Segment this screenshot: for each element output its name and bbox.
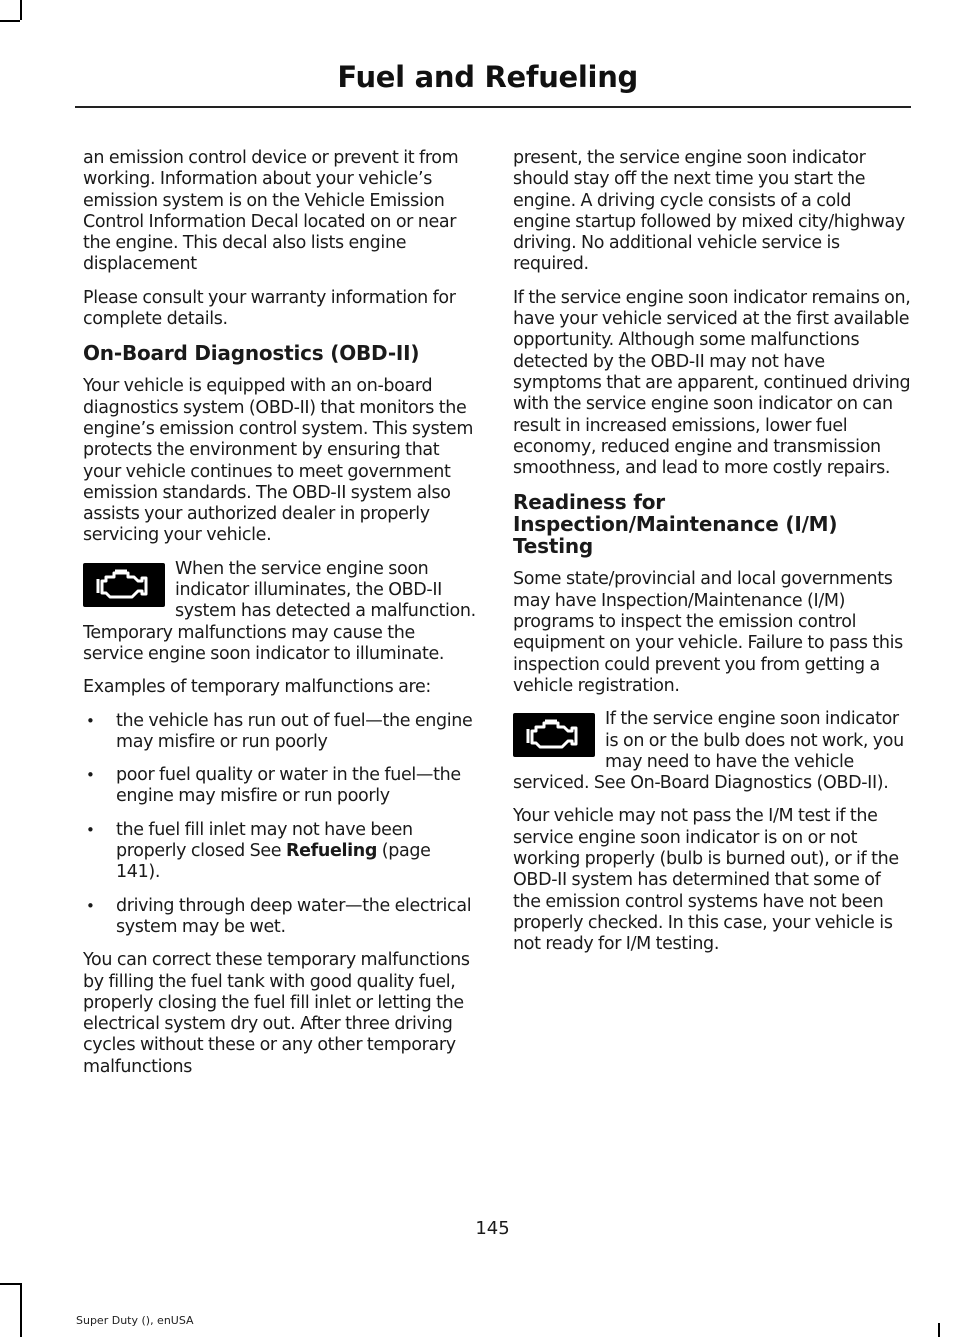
section-heading-obd: On-Board Diagnostics (OBD-II) <box>83 341 420 366</box>
paragraph: Please consult your warranty information for complete details. <box>83 287 456 330</box>
refueling-link[interactable]: Refueling <box>285 841 378 862</box>
page-reference: (page 141). <box>116 841 431 883</box>
check-engine-icon <box>513 713 595 757</box>
paragraph-text: If the service engine soon indicator is on or the bulb does not work, you may need to have the vehicle serviced. See On-Board Diagnostics (OBD-II). <box>513 709 904 794</box>
paragraph: Examples of temporary malfunctions are: <box>83 677 431 698</box>
list-item-text: the fuel fill inlet may not have been properly closed See <box>116 819 413 862</box>
page-number: 145 <box>475 1218 510 1239</box>
paragraph: an emission control device or prevent it from working. Information about your vehicle’s emission system is on the Vehicle Emission Control Information Decal located on or near the engine. This decal also lists engine displacement <box>83 148 459 275</box>
left-column <box>83 148 476 1090</box>
list-item: • poor fuel quality or water in the fuel—the engine may misfire or run poorly <box>83 765 476 808</box>
paragraph: Some state/provincial and local governments may have Inspection/Maintenance (I/M) programs to inspect the emission control equipment on your vehicle. Failure to pass this inspection could prevent you from getting a vehicle registration. <box>513 569 903 696</box>
list-item: • the vehicle has run out of fuel—the engine may misfire or run poorly <box>83 711 476 754</box>
paragraph: Your vehicle may not pass the I/M test if the service engine soon indicator is on or not working properly (bulb is burned out), or if the OBD-II system has determined that some of the emission control systems have not been properly checked. In this case, your vehicle is not ready for I/M testing. <box>513 806 899 955</box>
icon-paragraph <box>513 709 911 794</box>
crop-mark-bottom-left-h <box>0 1283 20 1285</box>
paragraph: If the service engine soon indicator remains on, have your vehicle serviced at the first available opportunity. Although some malfunctions detected by the OBD-II may not have symptoms that are apparent, continued driving with the service engine soon indicator on can result in increased emissions, lower fuel economy, reduced engine and transmission smoothness, and lead to more costly repairs. <box>513 287 911 479</box>
paragraph: present, the service engine soon indicator should stay off the next time you start the engine. A driving cycle consists of a cold engine startup followed by mixed city/highway driving. No additional vehicle service is required. <box>513 148 905 275</box>
footer-text: Super Duty (), enUSA <box>76 1314 194 1327</box>
page-title: Fuel and Refueling <box>337 60 638 94</box>
list-item <box>83 820 476 884</box>
header-divider <box>75 106 911 108</box>
section-heading-readiness: Readiness for Inspection/Maintenance (I/M) Testing <box>513 490 838 559</box>
paragraph: Your vehicle is equipped with an on-board diagnostics system (OBD-II) that monitors the engine’s emission control system. This system protects the environment by ensuring that your vehicle continues to meet government emission standards. The OBD-II system also assists your authorized dealer in properly servicing your vehicle. <box>83 376 474 546</box>
icon-paragraph <box>83 559 476 665</box>
crop-mark-top-left-h <box>0 20 20 22</box>
paragraph-text: When the service engine soon indicator illuminates, the OBD-II system has detected a malfunction. Temporary malfunctions may cause the service engine soon indicator to illuminate. <box>83 558 476 664</box>
bullet-list <box>83 711 476 939</box>
crop-mark-bottom-right <box>938 1323 940 1337</box>
right-column <box>513 148 911 968</box>
check-engine-icon <box>83 563 165 607</box>
crop-mark-top-left <box>20 0 22 20</box>
paragraph: You can correct these temporary malfunctions by filling the fuel tank with good quality fuel, properly closing the fuel fill inlet or letting the electrical system dry out. After three driving cycles without these or any other temporary malfunctions <box>83 950 470 1077</box>
list-item: • driving through deep water—the electrical system may be wet. <box>83 896 476 939</box>
crop-mark-bottom-left <box>20 1283 22 1337</box>
